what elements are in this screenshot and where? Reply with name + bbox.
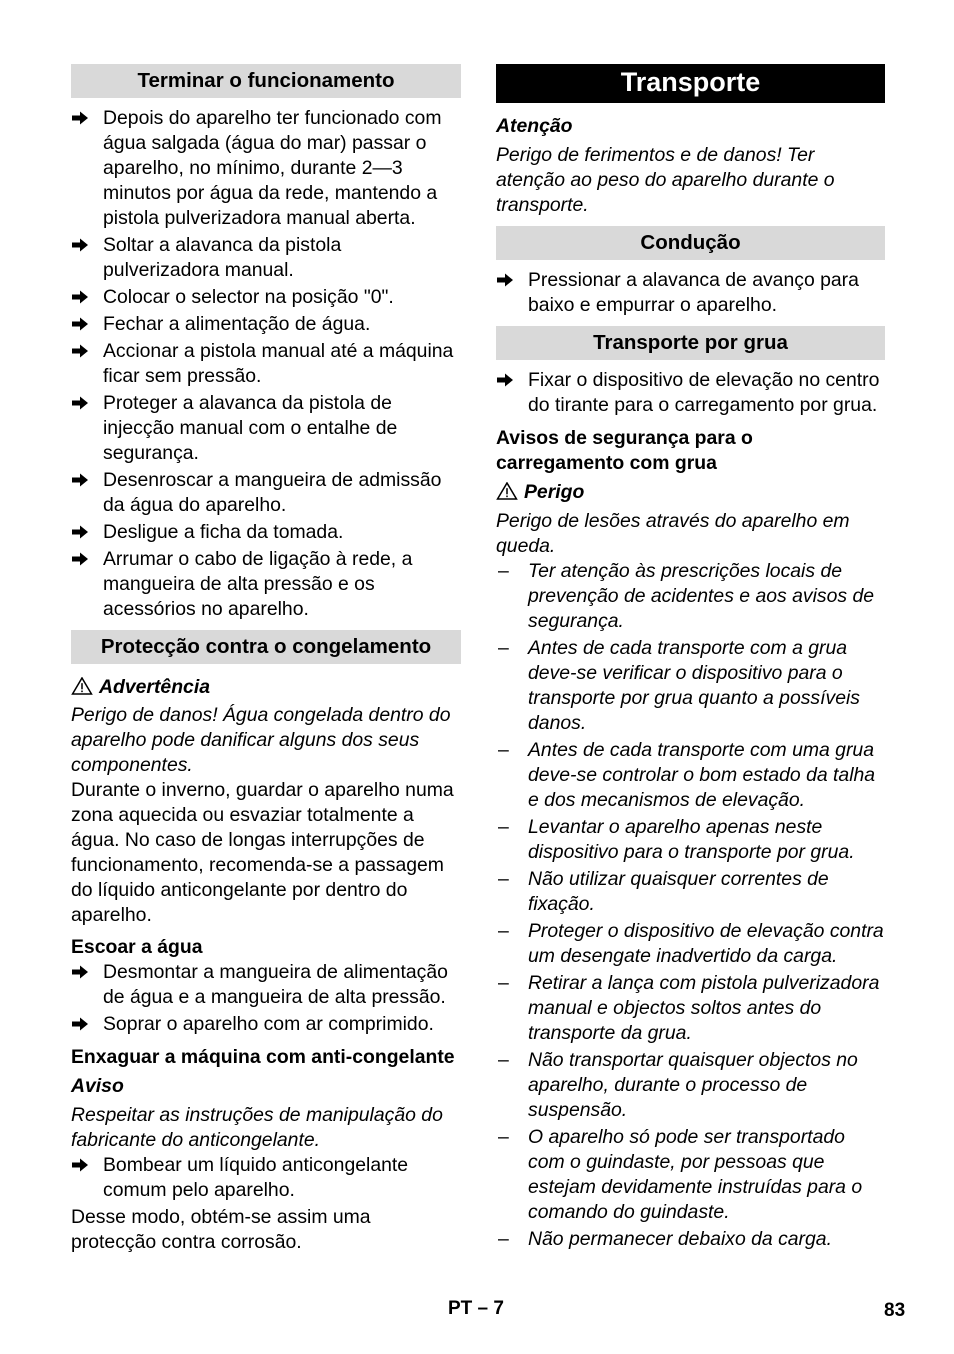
right-arrow-icon [71, 547, 93, 572]
list-item-text: Levantar o aparelho apenas neste dispositivo para o transporte por grua. [528, 816, 855, 863]
list-item-text: Proteger o dispositivo de elevação contra um desengate inadvertido da carga. [528, 920, 884, 967]
list-item [496, 368, 885, 418]
list-item [71, 339, 461, 389]
right-arrow-icon [71, 1153, 93, 1178]
advertencia-text: Perigo de danos! Água congelada dentro do aparelho pode danificar alguns dos seus componentes. [71, 704, 451, 776]
right-arrow-icon [71, 106, 93, 131]
perigo-text: Perigo de lesões através do aparelho em queda. [496, 510, 850, 557]
section-heading-conducao: Condução [496, 226, 885, 260]
list-item [496, 1048, 885, 1123]
list-item [71, 106, 461, 231]
list-item-text: Desenroscar a mangueira de admissão da água do aparelho. [103, 469, 442, 516]
list-item [496, 636, 885, 736]
section-heading-grua: Transporte por grua [496, 326, 885, 360]
right-arrow-icon [496, 268, 518, 293]
subheading-enxaguar: Enxaguar a máquina com anti-congelante [71, 1046, 455, 1068]
list-item-text: Antes de cada transporte com uma grua deve-se controlar o bom estado da talha e dos mecanismos de elevação. [528, 739, 876, 811]
list-item-text: Fixar o dispositivo de elevação no centro do tirante para o carregamento por grua. [528, 369, 880, 416]
list-item-text: Desligue a ficha da tomada. [103, 521, 344, 543]
dash-bullet-icon: – [498, 1049, 509, 1071]
list-item-text: Arrumar o cabo de ligação à rede, a mangueira de alta pressão e os acessórios no aparelho. [103, 548, 413, 620]
footer-language-page: PT – 7 [448, 1298, 504, 1319]
list-item [71, 285, 461, 310]
atencao-label: Atenção [496, 115, 573, 137]
list-item [71, 233, 461, 283]
list-item-text: Bombear um líquido anticongelante comum pelo aparelho. [103, 1154, 409, 1201]
dash-bullet-icon: – [498, 972, 509, 994]
list-item [71, 547, 461, 622]
list-item-text: Proteger a alavanca da pistola de injecção manual com o entalhe de segurança. [103, 392, 398, 464]
list-item [496, 559, 885, 634]
list-item-text: Ter atenção às prescrições locais de prevenção de acidentes e aos avisos de segurança. [528, 560, 875, 632]
advertencia-line [71, 675, 461, 700]
list-item [71, 468, 461, 518]
right-arrow-icon [71, 285, 93, 310]
list-item [71, 520, 461, 545]
list-item-text: Não permanecer debaixo da carga. [528, 1228, 832, 1250]
enxaguar-note: Desse modo, obtém-se assim uma protecção contra corrosão. [71, 1206, 371, 1253]
list-item-text: Não utilizar quaisquer correntes de fixação. [528, 868, 829, 915]
list-item [71, 1153, 461, 1203]
list-item [71, 1012, 461, 1037]
conducao-list [496, 268, 885, 318]
right-arrow-icon [71, 233, 93, 258]
section-heading-transporte: Transporte [496, 64, 885, 103]
list-item [496, 815, 885, 865]
inverno-text: Durante o inverno, guardar o aparelho numa zona aquecida ou esvaziar totalmente a água. No caso de longas interrupções de funcionamento, recomenda-se a passagem do líquido anticongelante por dentro do aparelho. [71, 779, 454, 926]
list-item-text: Não transportar quaisquer objectos no aparelho, durante o processo de suspensão. [528, 1049, 858, 1121]
right-arrow-icon [71, 520, 93, 545]
list-item [496, 867, 885, 917]
right-arrow-icon [71, 339, 93, 364]
list-item-text: Fechar a alimentação de água. [103, 313, 371, 335]
list-item [496, 1125, 885, 1225]
list-item-text: Soprar o aparelho com ar comprimido. [103, 1013, 434, 1035]
left-column [71, 64, 461, 1255]
list-item-text: Antes de cada transporte com a grua deve-se verificar o dispositivo para o transporte por grua quanto a possíveis danos. [528, 637, 860, 734]
enxaguar-list [71, 1153, 461, 1203]
list-item [496, 919, 885, 969]
list-item-text: O aparelho só pode ser transportado com o guindaste, por pessoas que estejam devidamente instruídas para o comando do guindaste. [528, 1126, 863, 1223]
list-item [71, 960, 461, 1010]
section-heading-proteccao: Protecção contra o congelamento [71, 630, 461, 664]
aviso-label: Aviso [71, 1075, 124, 1097]
dash-bullet-icon: – [498, 739, 509, 761]
right-arrow-icon [71, 1012, 93, 1037]
list-item [496, 268, 885, 318]
perigo-label: Perigo [524, 481, 585, 503]
list-item-text: Soltar a alavanca da pistola pulverizadora manual. [103, 234, 342, 281]
dash-bullet-icon: – [498, 1126, 509, 1148]
terminar-list [71, 106, 461, 622]
atencao-text: Perigo de ferimentos e de danos! Ter atenção ao peso do aparelho durante o transporte. [496, 144, 835, 216]
perigo-line [496, 480, 885, 505]
list-item [496, 738, 885, 813]
right-arrow-icon [71, 960, 93, 985]
dash-bullet-icon: – [498, 868, 509, 890]
dash-bullet-icon: – [498, 560, 509, 582]
perigo-list [496, 559, 885, 1252]
dash-bullet-icon: – [498, 637, 509, 659]
list-item [71, 312, 461, 337]
right-arrow-icon [71, 391, 93, 416]
dash-bullet-icon: – [498, 816, 509, 838]
dash-bullet-icon: – [498, 1228, 509, 1250]
list-item-text: Colocar o selector na posição "0". [103, 286, 394, 308]
list-item-text: Retirar a lança com pistola pulverizadora manual e objectos soltos antes do transporte da grua. [528, 972, 880, 1044]
list-item-text: Pressionar a alavanca de avanço para baixo e empurrar o aparelho. [528, 269, 859, 316]
right-arrow-icon [71, 312, 93, 337]
right-arrow-icon [496, 368, 518, 393]
list-item-text: Depois do aparelho ter funcionado com água salgada (água do mar) passar o aparelho, no mínimo, durante 2—3 minutos por água da rede, mantendo a pistola pulverizadora manual aberta. [103, 107, 442, 229]
warning-triangle-icon [496, 482, 518, 500]
dash-bullet-icon: – [498, 920, 509, 942]
list-item [496, 971, 885, 1046]
right-column [496, 64, 885, 1254]
subheading-escoar: Escoar a água [71, 936, 203, 958]
page-number: 83 [884, 1300, 906, 1321]
list-item-text: Accionar a pistola manual até a máquina ficar sem pressão. [103, 340, 454, 387]
right-arrow-icon [71, 468, 93, 493]
list-item [496, 1227, 885, 1252]
escoar-list [71, 960, 461, 1037]
aviso-text: Respeitar as instruções de manipulação do fabricante do anticongelante. [71, 1104, 443, 1151]
grua-list [496, 368, 885, 418]
advertencia-label: Advertência [99, 676, 211, 698]
list-item [71, 391, 461, 466]
section-heading-terminar: Terminar o funcionamento [71, 64, 461, 98]
subheading-avisos: Avisos de segurança para o carregamento com grua [496, 427, 753, 474]
warning-triangle-icon [71, 677, 93, 695]
list-item-text: Desmontar a mangueira de alimentação de água e a mangueira de alta pressão. [103, 961, 448, 1008]
